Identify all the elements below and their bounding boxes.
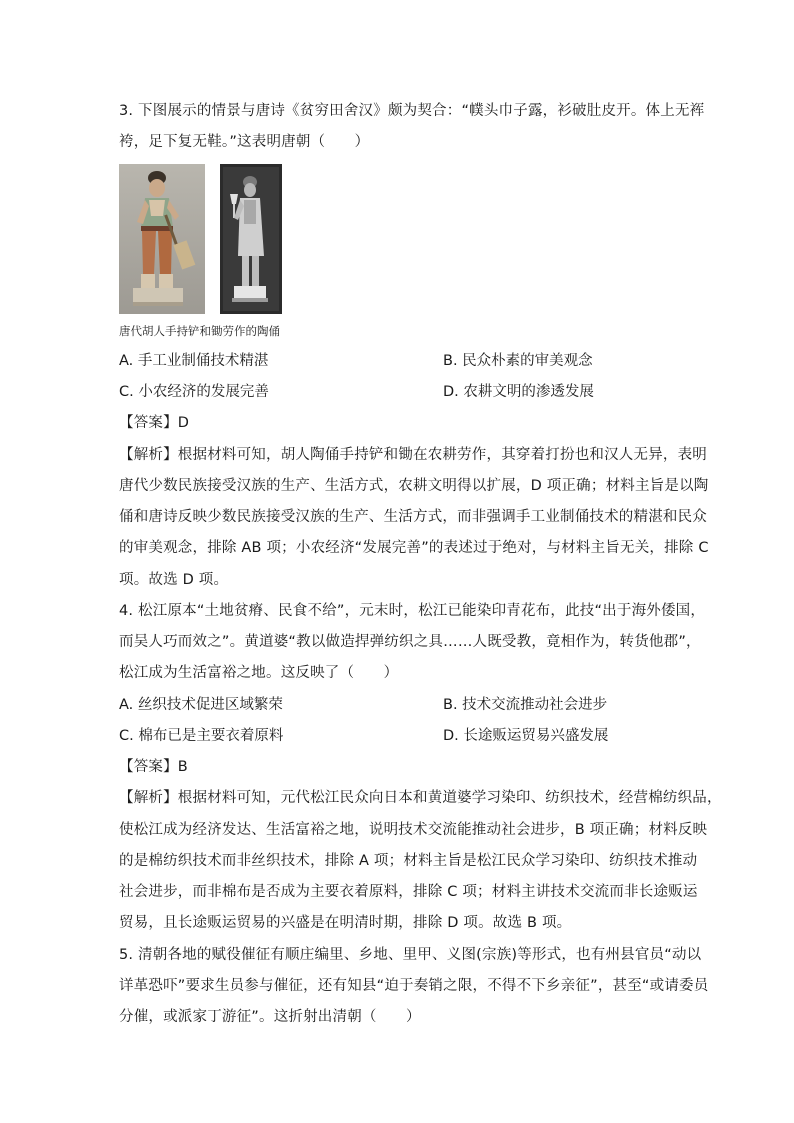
q5-stem-line: 详革恐吓”要求生员参与催征，还有知县“迫于奏销之限，不得不下乡亲征”，甚至“或请委员 <box>119 978 709 994</box>
q4-option-a[interactable]: A. 丝织技术促进区域繁荣 <box>119 697 283 713</box>
figurine-photo-bw <box>220 164 282 314</box>
q4-analysis-line: 使松江成为经济发达、生活富裕之地，说明技术交流能推动社会进步，B 项正确；材料反映 <box>119 822 708 838</box>
q3-stem-line1: 3. 下图展示的情景与唐诗《贫穷田舍汉》颇为契合：“幞头巾子露，衫破肚皮开。体上无裈 <box>119 103 705 119</box>
q3-option-d[interactable]: D. 农耕文明的渗透发展 <box>443 384 594 400</box>
q3-option-c[interactable]: C. 小农经济的发展完善 <box>119 384 269 400</box>
figure-caption: 唐代胡人手持铲和锄劳作的陶俑 <box>119 324 280 338</box>
q4-option-b[interactable]: B. 技术交流推动社会进步 <box>443 697 608 713</box>
q5-stem-line: 分催，或派家丁游征”。这折射出清朝（ ） <box>119 1009 421 1025</box>
q4-stem-line: 松江成为生活富裕之地。这反映了（ ） <box>119 665 399 681</box>
q3-analysis-line: 唐代少数民族接受汉族的生产、生活方式，农耕文明得以扩展，D 项正确；材料主旨是以陶 <box>119 478 709 494</box>
q3-option-a[interactable]: A. 手工业制俑技术精湛 <box>119 353 269 369</box>
figurine-photo-color <box>119 164 205 314</box>
q4-analysis-line: 【解析】根据材料可知，元代松江民众向日本和黄道婆学习染印、纺织技术，经营棉纺织品， <box>119 790 722 806</box>
q3-option-b[interactable]: B. 民众朴素的审美观念 <box>443 353 593 369</box>
q3-analysis-line: 项。故选 D 项。 <box>119 572 229 588</box>
q5-stem-line: 5. 清朝各地的赋役催征有顺庄编里、乡地、里甲、义图(宗族)等形式，也有州县官员“动以 <box>119 947 702 963</box>
q3-analysis-line: 的审美观念，排除 AB 项；小农经济“发展完善”的表述过于绝对，与材料主旨无关，排除 C <box>119 540 709 556</box>
q4-analysis-line: 社会进步，而非棉布是否成为主要衣着原料，排除 C 项；材料主讲技术交流而非长途贩运 <box>119 884 698 900</box>
q4-stem-line: 4. 松江原本“土地贫瘠、民食不给”，元末时，松江已能染印青花布，此技“出于海外倭国， <box>119 603 706 619</box>
q4-option-d[interactable]: D. 长途贩运贸易兴盛发展 <box>443 728 609 744</box>
q4-answer: 【答案】B <box>119 759 188 775</box>
q3-answer: 【答案】D <box>119 415 190 431</box>
q4-option-c[interactable]: C. 棉布已是主要衣着原料 <box>119 728 284 744</box>
q4-analysis-line: 的是棉纺织技术而非丝织技术，排除 A 项；材料主旨是松江民众学习染印、纺织技术推动 <box>119 853 698 869</box>
q3-analysis-line: 【解析】根据材料可知，胡人陶俑手持铲和锄在农耕劳作，其穿着打扮也和汉人无异，表明 <box>119 447 707 463</box>
q4-stem-line: 而吴人巧而效之”。黄道婆“教以做造捍弹纺织之具……人既受教，竟相作为，转货他郡”， <box>119 634 701 650</box>
q3-analysis-line: 俑和唐诗反映少数民族接受汉族的生产、生活方式，而非强调手工业制俑技术的精湛和民众 <box>119 509 707 525</box>
q4-analysis-line: 贸易，且长途贩运贸易的兴盛是在明清时期，排除 D 项。故选 B 项。 <box>119 915 572 931</box>
q3-stem-line2: 袴，足下复无鞋。”这表明唐朝（ ） <box>119 134 370 150</box>
